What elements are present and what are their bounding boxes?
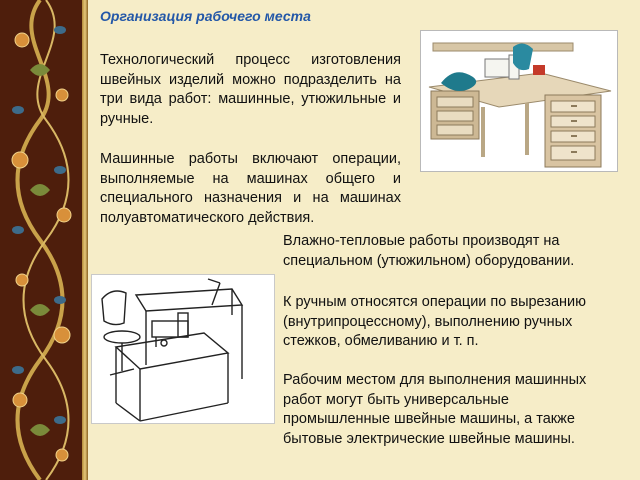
paragraph-machine-work: Машинные работы включают операции, выполняемые на машинах общего и специального назначения и на машинах полуавтоматического действия.	[100, 151, 401, 226]
slide-title: Организация рабочего места	[100, 8, 311, 24]
paragraph-workplace: Рабочим местом для выполнения машинных работ могут быть универсальные промышленные швейные машины, а также бытовые электрические швейные машины.	[283, 372, 587, 447]
ornamental-border	[0, 0, 88, 480]
border-gold-edge	[82, 0, 88, 480]
paragraph-heat-work: Влажно-тепловые работы производят на специальном (утюжильном) оборудовании.	[283, 233, 575, 269]
sewing-table-sketch-icon	[92, 275, 276, 425]
paragraph-process-types: Технологический процесс изготовления швейных изделий можно подразделить на три вида работ: машинные, утюжильные и ручные.	[100, 52, 401, 127]
sewing-desk-icon	[421, 31, 619, 173]
floral-ornament-icon	[0, 0, 88, 480]
workstation-drawing	[91, 274, 275, 424]
workstation-photo	[420, 30, 618, 172]
paragraph-manual-work: К ручным относятся операции по вырезанию (внутрипроцессному), выполнению ручных стежков, обмеливанию и т. п.	[283, 294, 586, 349]
